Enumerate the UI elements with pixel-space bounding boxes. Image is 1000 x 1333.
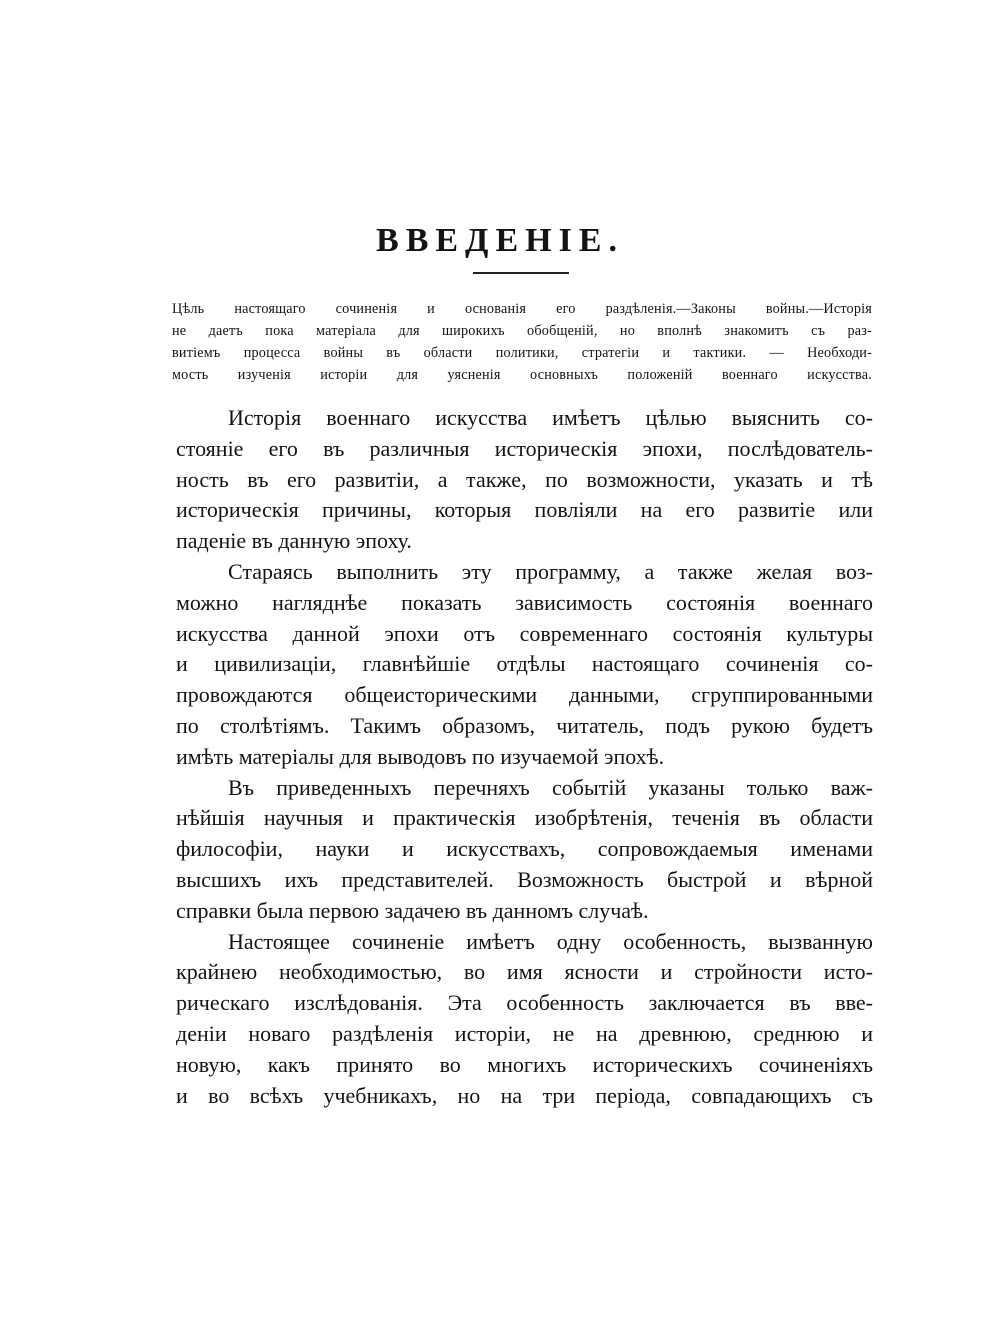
text-line: нѣйшія научныя и практическія изобрѣтенія, теченія въ области <box>176 805 873 831</box>
text-line: стояніе его въ различныя историческія эпохи, послѣдователь- <box>176 435 873 461</box>
text-line: высшихъ ихъ представителей. Возможность быстрой и вѣрной <box>176 866 873 892</box>
text-line: по столѣтіямъ. Такимъ образомъ, читатель, подъ рукою будетъ <box>176 712 873 738</box>
text-line: и во всѣхъ учебникахъ, но на три періода, совпадающихъ съ <box>176 1082 873 1108</box>
body-text <box>176 403 873 1111</box>
text-line: философіи, науки и искусствахъ, сопровождаемыя именами <box>176 836 873 862</box>
title-divider <box>473 272 569 274</box>
summary-line: не даетъ пока матеріала для широкихъ обобщеній, но вполнѣ знакомитъ съ раз- <box>172 323 872 339</box>
summary-line: витіемъ процесса войны въ области политики, стратегіи и тактики. — Необходи- <box>172 345 872 361</box>
paragraph-3 <box>176 773 873 927</box>
text-line: Настоящее сочиненіе имѣетъ одну особенность, вызванную <box>228 928 873 954</box>
chapter-summary <box>172 298 872 386</box>
text-line: Въ приведенныхъ перечняхъ событій указаны только важ- <box>228 774 873 800</box>
text-line: историческія причины, которыя повліяли на его развитіе или <box>176 497 873 523</box>
summary-line: Цѣль настоящаго сочиненія и основанія его раздѣленія.—Законы войны.—Исторія <box>172 301 872 317</box>
text-line: провождаются общеисторическими данными, сгруппированными <box>176 682 873 708</box>
text-line: крайнею необходимостью, во имя ясности и стройности исто- <box>176 959 873 985</box>
text-line: и цивилизаціи, главнѣйшіе отдѣлы настоящаго сочиненія со- <box>176 651 873 677</box>
text-line: Исторія военнаго искусства имѣетъ цѣлью выяснить со- <box>228 405 873 430</box>
text-line: имѣть матеріалы для выводовъ по изучаемой эпохѣ. <box>176 743 665 769</box>
text-line: искусства данной эпохи отъ современнаго состоянія культуры <box>176 620 873 646</box>
paragraph-1 <box>176 403 873 557</box>
chapter-title: ВВЕДЕНІЕ. <box>376 222 624 259</box>
text-line: можно нагляднѣе показать зависимость состоянія военнаго <box>176 589 873 615</box>
text-line: паденіе въ данную эпоху. <box>176 528 412 554</box>
text-line: ность въ его развитіи, а также, по возможности, указать и тѣ <box>176 466 873 492</box>
text-line: Стараясь выполнить эту программу, а также желая воз- <box>228 558 873 584</box>
summary-line: мость изученія исторіи для уясненія основныхъ положеній военнаго искусства. <box>172 367 872 383</box>
text-line: новую, какъ принято во многихъ историческихъ сочиненіяхъ <box>176 1051 873 1077</box>
text-line: рическаго изслѣдованія. Эта особенность заключается въ вве- <box>176 990 873 1016</box>
paragraph-4 <box>176 927 873 1112</box>
paragraph-2 <box>176 557 873 773</box>
text-line: деніи новаго раздѣленія исторіи, не на древнюю, среднюю и <box>176 1020 873 1046</box>
text-line: справки была первою задачею въ данномъ случаѣ. <box>176 897 649 923</box>
